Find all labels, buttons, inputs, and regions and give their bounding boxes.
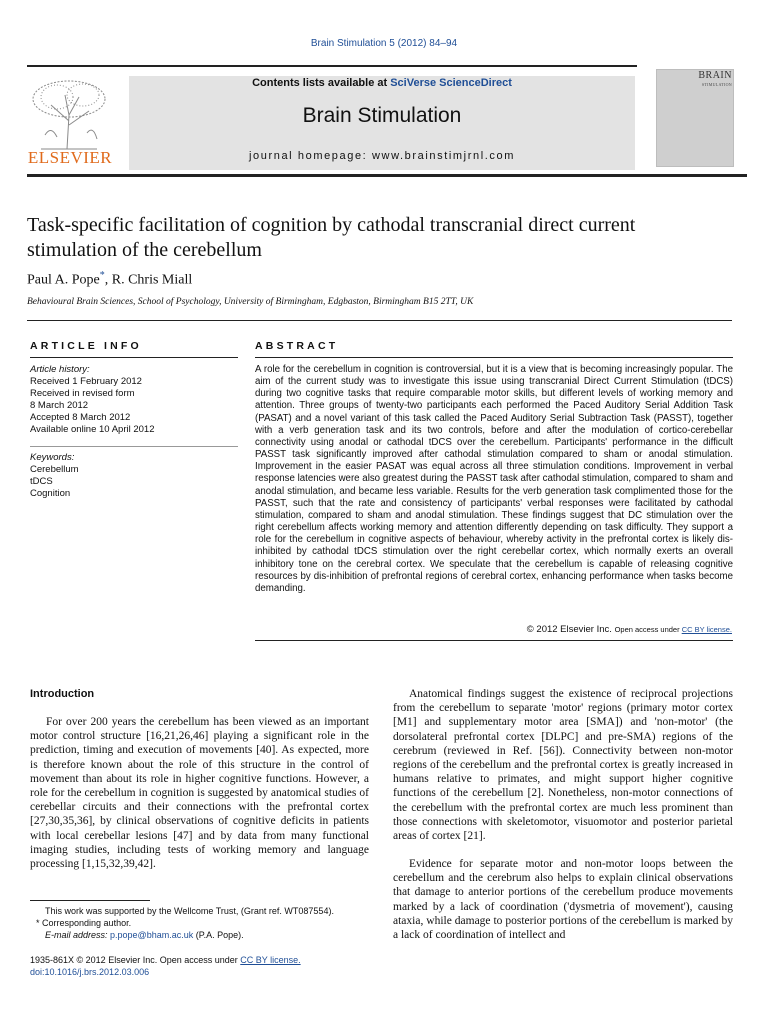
history-item: Received 1 February 2012: [30, 376, 142, 387]
history-divider: [30, 446, 238, 447]
keyword: Cognition: [30, 488, 71, 499]
title-divider: [27, 320, 732, 321]
journal-title: Brain Stimulation: [302, 104, 462, 127]
keyword: tDCS: [30, 476, 53, 487]
author-name[interactable]: R. Chris Miall: [111, 272, 193, 288]
abstract-text: A role for the cerebellum in cognition is controversial, but it is a view that is becoming increasingly popular. The aim of the current study was to investigate this issue using transcranial Direct Current Stimulation (tDCS) during two cognitive tasks that require comparable motor skills, but different levels of working memory and attention. Three groups of twenty-two participants each performed the Paced Auditory Serial Addition Task (PASAT) and a novel variant of this task called the Paced Auditory Serial Subtraction Task (PASST), together with a verb generation task and its two controls, before and after the modulation of cortico-cerebellar connectivity using anodal or cathodal tDCS over the cerebellum. Participants' performance in the difficult PASST task significantly improved after cathodal stimulation compared to sham or anodal stimulation. Improvement in the easier PASAT was equal across all three stimulation conditions. Improvement in verbal response latencies were also greatest during the PASST task after cathodal stimulation, compared to sham and anodal stimulation, and became less variable. Results for the verb generation task complimented those for the PASST, such that the rate and consistency of participants' verbal responses were facilitated by cathodal stimulation, compared to sham and anodal stimulation. These findings suggest that DC stimulation over the right cerebellum affects working memory and attention differently depending on task difficulty. They support a role for the cerebellum in cognitive aspects of behaviour, whereby activity in the prefrontal cortex is likely dis-inhibited by cathodal tDCS stimulation over the right cerebellar cortex, which normally exerts an overall inhibitory tone on the cerebral cortex. We speculate that the cerebellum is capable of releasing cognitive resources by dis-inhibition of prefrontal regions of cerebral cortex, enhancing performance when tasks become demanding.: [255, 364, 733, 594]
history-item: Available online 10 April 2012: [30, 424, 155, 435]
header-bottom-divider: [27, 174, 747, 177]
open-access-text: Open access under: [614, 625, 682, 634]
history-item: 8 March 2012: [30, 400, 89, 411]
cc-by-license-link[interactable]: CC BY license.: [240, 955, 301, 965]
corresponding-author-mark[interactable]: *: [99, 270, 105, 281]
article-history: [30, 364, 154, 436]
contents-line: [129, 77, 635, 89]
body-paragraph: Evidence for separate motor and non-motor loops between the cerebellum and the cerebrum also helps to explain clinical observations that damage to anterior portions of the cerebellum produce movements marked by a lack of coordination ('dysmetria of movement'), causing ataxia, while damage to posterior portions of the cerebellum is marked by a lack of coordination of intellect and: [393, 858, 733, 942]
keywords-label: Keywords:: [30, 452, 75, 463]
contents-prefix: Contents lists available at: [252, 77, 391, 89]
footnote-text: Corresponding author.: [39, 918, 132, 928]
keywords: [30, 452, 79, 500]
footnote-divider: [30, 900, 150, 901]
history-label: Article history:: [30, 364, 90, 375]
copyright-text: © 2012 Elsevier Inc.: [526, 624, 612, 635]
article-info-divider: [30, 357, 238, 358]
journal-homepage[interactable]: journal homepage: www.brainstimjrnl.com: [249, 150, 515, 162]
issn-text: 1935-861X © 2012 Elsevier Inc. Open access under: [30, 955, 241, 965]
email-suffix: (P.A. Pope).: [193, 930, 244, 940]
author-list: [27, 270, 192, 289]
email-label: E-mail address:: [45, 930, 111, 940]
cover-subtitle: STIMULATION: [701, 82, 732, 87]
doi-link[interactable]: doi:10.1016/j.brs.2012.03.006: [30, 967, 150, 977]
journal-reference[interactable]: Brain Stimulation 5 (2012) 84–94: [310, 38, 458, 49]
email-footnote: [45, 930, 244, 942]
author-separator: ,: [104, 272, 112, 288]
cc-by-license-link[interactable]: CC BY license.: [681, 625, 732, 634]
footnote-mark: *: [36, 918, 40, 928]
introduction-heading: Introduction: [30, 688, 95, 700]
history-item: Accepted 8 March 2012: [30, 412, 131, 423]
body-paragraph: Anatomical findings suggest the existence of reciprocal projections from the cerebellum to separate 'motor' regions (primary motor cortex [M1] and supplementary motor area [SMA]) and 'non-motor' (the dorsolateral prefrontal cortex [DLPC] and pre-SMA) regions of the cerebrum (reviewed in Ref. [56]). Connectivity between non-motor regions of the cerebellum and the prefrontal cortex is greatly increased in humans relative to primates, and might support higher cognitive functions of the cerebellum [2]. Nonetheless, non-motor connections of the cerebellum with the prefrontal cortex are much less prominent than those connections with skeletomotor, visuomotor and posterior parietal areas of cortex [21].: [393, 688, 733, 843]
author-name[interactable]: Paul A. Pope: [27, 272, 100, 288]
keyword: Cerebellum: [30, 464, 79, 475]
elsevier-tree-logo: [27, 75, 113, 151]
article-title: Task-specific facilitation of cognition by cathodal transcranial direct current stimulation of the cerebellum: [27, 214, 636, 261]
abstract-heading: ABSTRACT: [255, 340, 339, 352]
article-info-heading: ARTICLE INFO: [30, 340, 142, 352]
email-link[interactable]: p.pope@bham.ac.uk: [110, 930, 194, 940]
copyright-line: [255, 624, 732, 635]
abstract-bottom-divider: [255, 640, 733, 641]
issn-line: [30, 955, 301, 967]
funding-footnote: This work was supported by the Wellcome Trust, (Grant ref. WT087554).: [45, 906, 334, 916]
corresponding-author-footnote: [36, 918, 131, 930]
elsevier-logo-text: ELSEVIER: [27, 148, 113, 167]
sciencedirect-link[interactable]: SciVerse ScienceDirect: [390, 77, 512, 89]
affiliation: Behavioural Brain Sciences, School of Psychology, University of Birmingham, Edgbaston, Birmingham B15 2TT, UK: [27, 297, 474, 307]
history-item: Received in revised form: [30, 388, 135, 399]
cover-title: BRAIN: [698, 70, 732, 81]
abstract-divider: [255, 357, 733, 358]
header-divider: [27, 65, 637, 67]
body-paragraph: For over 200 years the cerebellum has been viewed as an important motor control structure [16,21,26,46] playing a significant role in the prediction, timing and execution of movements [40]. As expected, more is therefore known about the role of this structure in the control of movement than about its role in higher cognitive functions. However, a role for the cerebellum in cognition is suggested by anatomical studies of cerebellar circuits and their connections with the prefrontal cortex [27,30,35,36], by clinical observations of cognitive deficits in patients with local cerebellar lesions [47] and by data from many functional imaging studies, including tests of working memory and language processing [1,15,32,39,42].: [30, 716, 369, 871]
